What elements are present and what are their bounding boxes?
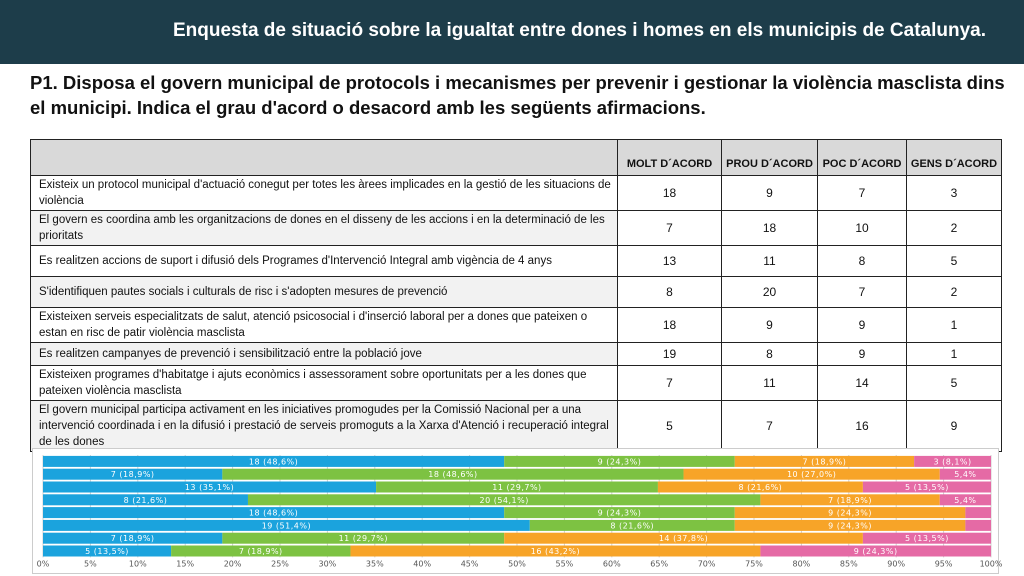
value-cell: 1 [907, 343, 1002, 366]
value-cell: 5 [907, 366, 1002, 401]
header-bar [0, 0, 1024, 64]
value-cell: 5 [618, 401, 722, 452]
value-cell: 18 [618, 176, 722, 211]
value-cell: 7 [618, 211, 722, 246]
value-cell: 13 [618, 246, 722, 277]
column-header: GENS D´ACORD [907, 140, 1002, 176]
tick-label: 90% [887, 559, 906, 569]
column-header: PROU D´ACORD [722, 140, 818, 176]
value-cell: 5 [907, 246, 1002, 277]
data-label: 7 (18,9%) [238, 547, 283, 556]
data-label: 19 (51,4%) [261, 521, 312, 531]
value-cell: 7 [618, 366, 722, 401]
table-row [31, 211, 1002, 246]
data-label: 13 (35,1%) [184, 483, 235, 492]
data-label: 11 (29,7%) [492, 483, 542, 492]
data-label: 7 (18,9%) [110, 534, 155, 544]
data-label: 5 (13,5%) [905, 483, 949, 492]
data-label: 10 (27,0%) [786, 470, 837, 480]
column-header: POC D´ACORD [818, 140, 907, 176]
value-cell: 7 [722, 401, 818, 452]
column-header: MOLT D´ACORD [618, 140, 722, 176]
value-cell: 9 [907, 401, 1002, 452]
data-label: 8 (21,6%) [123, 495, 168, 505]
statement-cell: El govern municipal participa activament en les iniciatives promogudes per la Comissió Nacional per a una intervenció coordinada i en la difusió i prestació de serveis promoguts a la Xarxa d'Atenció i recuperació integral de les dones [31, 401, 618, 452]
statement-cell: Es realitzen campanyes de prevenció i sensibilització entre la població jove [31, 343, 618, 366]
survey-title: Enquesta de situació sobre la igualtat entre dones i homes en els municipis de Catalunya. [173, 20, 986, 41]
data-label: 18 (48,6%) [248, 508, 299, 518]
value-cell: 2 [907, 277, 1002, 308]
value-cell: 8 [618, 277, 722, 308]
value-cell: 16 [818, 401, 907, 452]
tick-label: 55% [555, 559, 574, 569]
value-cell: 19 [618, 343, 722, 366]
data-label: 5,4% [954, 495, 977, 505]
statement-cell: S'identifiquen pautes socials i culturals de risc i s'adopten mesures de prevenció [31, 277, 618, 308]
bar-segment [965, 507, 991, 518]
data-label: 5 (13,5%) [85, 547, 129, 556]
tick-label: 20% [223, 559, 242, 569]
data-label: 16 (43,2%) [530, 547, 581, 556]
data-label: 5,4% [954, 470, 977, 480]
data-label: 20 (54,1%) [479, 495, 529, 505]
responses-table [30, 139, 1002, 452]
data-label: 9 (24,3%) [828, 521, 872, 531]
data-label: 7 (18,9%) [802, 457, 847, 467]
statement-cell: Es realitzen accions de suport i difusió dels Programes d'Intervenció Integral amb vigència de 4 anys [31, 246, 618, 277]
tick-label: 30% [318, 559, 337, 569]
value-cell: 9 [818, 308, 907, 343]
data-label: 9 (24,3%) [853, 547, 898, 556]
value-cell: 1 [907, 308, 1002, 343]
tick-label: 45% [460, 559, 479, 569]
table-row [31, 246, 1002, 277]
data-label: 18 (48,6%) [428, 470, 478, 480]
data-label: 8 (21,6%) [610, 521, 655, 531]
statement-cell: Existeixen serveis especialitzats de salut, atenció psicosocial i d'inserció laboral per a dones que pateixen o estan en risc de patir violència masclista [31, 308, 618, 343]
data-label: 14 (37,8%) [658, 534, 709, 544]
data-label: 7 (18,9%) [828, 495, 872, 505]
value-cell: 8 [722, 343, 818, 366]
value-cell: 7 [818, 277, 907, 308]
data-label: 7 (18,9%) [110, 470, 155, 480]
tick-label: 0% [36, 559, 50, 569]
value-cell: 9 [722, 176, 818, 211]
table-row [31, 366, 1002, 401]
value-cell: 8 [818, 246, 907, 277]
data-label: 8 (21,6%) [738, 483, 783, 492]
value-cell: 14 [818, 366, 907, 401]
table-row [31, 401, 1002, 452]
tick-label: 35% [365, 559, 384, 569]
statement-column-header [31, 140, 618, 176]
question-text: P1. Disposa el govern municipal de protocols i mecanismes per prevenir i gestionar la violència masclista dins el municipi. Indica el grau d'acord o desacord amb les següents afirmacions. [30, 72, 1005, 118]
data-label: 9 (24,3%) [597, 508, 642, 518]
tick-label: 5% [84, 559, 97, 569]
value-cell: 10 [818, 211, 907, 246]
tick-label: 85% [839, 559, 858, 569]
bar-segment [965, 520, 991, 531]
tick-label: 25% [271, 559, 289, 569]
table-row [31, 308, 1002, 343]
value-cell: 9 [818, 343, 907, 366]
statement-cell: El govern es coordina amb les organitzacions de dones en el disseny de les accions i en la determinació de les prioritats [31, 211, 618, 246]
tick-label: 95% [934, 559, 953, 569]
table-header-row [31, 140, 1002, 176]
data-label: 9 (24,3%) [828, 508, 872, 518]
tick-label: 75% [745, 559, 763, 569]
value-cell: 18 [618, 308, 722, 343]
tick-label: 70% [697, 559, 716, 569]
value-cell: 11 [722, 366, 818, 401]
value-cell: 3 [907, 176, 1002, 211]
value-cell: 18 [722, 211, 818, 246]
tick-label: 50% [508, 559, 526, 569]
data-label: 9 (24,3%) [597, 457, 642, 467]
tick-label: 40% [413, 559, 432, 569]
table-row [31, 277, 1002, 308]
chart-canvas [33, 449, 1003, 575]
tick-label: 80% [792, 559, 811, 569]
statement-cell: Existeixen programes d'habitatge i ajuts econòmics i assessorament sobre oportunitats per a les dones que pateixen violència masclista [31, 366, 618, 401]
value-cell: 2 [907, 211, 1002, 246]
tick-label: 60% [602, 559, 621, 569]
tick-label: 10% [128, 559, 147, 569]
value-cell: 7 [818, 176, 907, 211]
value-cell: 20 [722, 277, 818, 308]
stacked-bar-chart [32, 448, 1003, 574]
tick-label: 15% [176, 559, 195, 569]
data-label: 3 (8,1%) [933, 457, 972, 467]
statement-cell: Existeix un protocol municipal d'actuació conegut per totes les àrees implicades en la gestió de les situacions de violència [31, 176, 618, 211]
value-cell: 11 [722, 246, 818, 277]
data-label: 5 (13,5%) [905, 534, 949, 544]
value-cell: 9 [722, 308, 818, 343]
table-row [31, 176, 1002, 211]
tick-label: 100% [979, 559, 1003, 569]
data-label: 18 (48,6%) [248, 457, 299, 467]
table-row [31, 343, 1002, 366]
tick-label: 65% [650, 559, 669, 569]
data-label: 11 (29,7%) [338, 534, 388, 544]
